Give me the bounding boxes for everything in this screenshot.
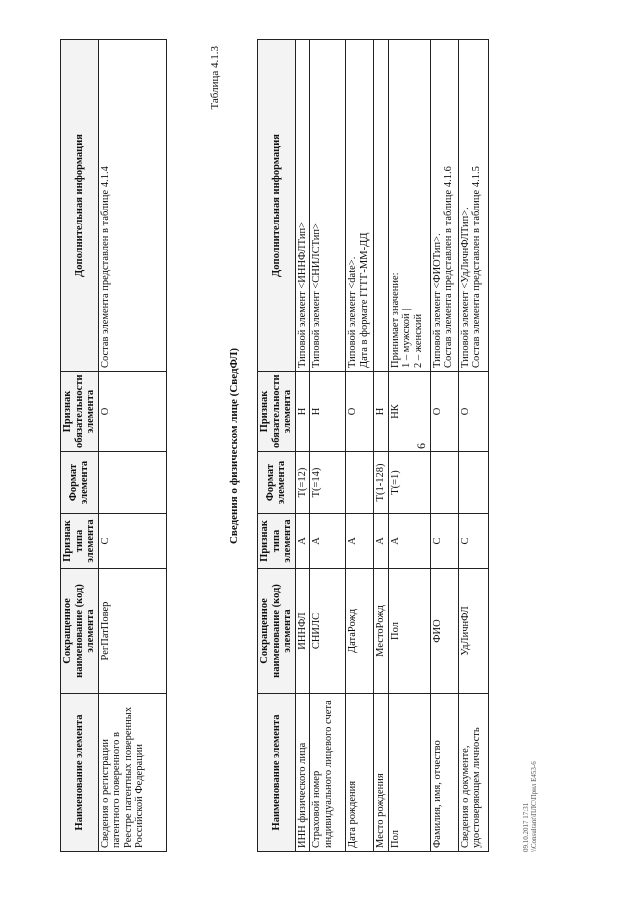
- cell-required: О: [430, 372, 458, 452]
- cell-name: Сведения о регистрации патентного поверенного в Реестре патентных поверенных Российской Федерации: [98, 694, 166, 852]
- footer-stamp: [522, 761, 538, 852]
- cell-required: Н: [374, 372, 389, 452]
- cell-info: Типовой элемент <date>. Дата в формате ГГГГ-ММ-ДД: [346, 40, 374, 372]
- cell-info: Типовой элемент <ИННФЛТип>: [295, 40, 310, 372]
- table-title: Сведения о физическом лице (СведФЛ): [228, 347, 240, 545]
- table-row: [295, 40, 310, 852]
- cell-required: О: [346, 372, 374, 452]
- cell-code: СНИЛС: [310, 569, 346, 694]
- cell-info: Принимает значение: 1 – мужской | 2 – женский: [388, 40, 430, 372]
- footer-line: \\Consultant\ПЛС\Прил E453-6: [530, 761, 538, 852]
- cell-name: Страховой номер индивидуального лицевого счета: [310, 694, 346, 852]
- cell-code: ИННФЛ: [295, 569, 310, 694]
- table-row: [458, 40, 488, 852]
- cell-format: Т(1-128): [374, 452, 389, 514]
- cell-info: Типовой элемент <СНИЛСТип>: [310, 40, 346, 372]
- cell-info: Типовой элемент <ФИОТип>. Состав элемента представлен в таблице 4.1.6: [430, 40, 458, 372]
- table-row: [310, 40, 346, 852]
- table-header-row: [61, 40, 99, 852]
- cell-code: ДатаРожд: [346, 569, 374, 694]
- cell-name: Дата рождения: [346, 694, 374, 852]
- header-name: Наименование элемента: [258, 694, 296, 852]
- table-row: [430, 40, 458, 852]
- cell-type: А: [346, 514, 374, 569]
- cell-name: Сведения о документе, удостоверяющем личность: [458, 694, 488, 852]
- cell-type: А: [374, 514, 389, 569]
- header-required: Признак обязательности элемента: [61, 372, 99, 452]
- table-header-row: [258, 40, 296, 852]
- cell-format: [98, 452, 166, 514]
- cell-type: С: [430, 514, 458, 569]
- cell-name: Пол: [388, 694, 430, 852]
- cell-code: УдЛичнФЛ: [458, 569, 488, 694]
- cell-name: Место рождения: [374, 694, 389, 852]
- cell-format: Т(=14): [310, 452, 346, 514]
- cell-required: О: [98, 372, 166, 452]
- table-row: [374, 40, 389, 852]
- rotated-document-page: [52, 40, 552, 852]
- individual-info-table: [257, 39, 489, 852]
- cell-info: [374, 40, 389, 372]
- cell-code: ФИО: [430, 569, 458, 694]
- cell-name: ИНН физического лица: [295, 694, 310, 852]
- footer-line: 09.10.2017 17:31: [522, 802, 530, 852]
- cell-code: Пол: [388, 569, 430, 694]
- table-row: [98, 40, 166, 852]
- cell-required: Н: [310, 372, 346, 452]
- cell-info: Состав элемента представлен в таблице 4.1.4: [98, 40, 166, 372]
- header-type: Признак типа элемента: [61, 514, 99, 569]
- header-name: Наименование элемента: [61, 694, 99, 852]
- cell-format: Т(=12): [295, 452, 310, 514]
- cell-type: А: [310, 514, 346, 569]
- cell-type: С: [98, 514, 166, 569]
- cell-format: Т(=1): [388, 452, 430, 514]
- cell-required: Н: [295, 372, 310, 452]
- cell-info: Типовой элемент <УдЛичнФЛТип>. Состав элемента представлен в таблице 4.1.5: [458, 40, 488, 372]
- header-format: Формат элемента: [258, 452, 296, 514]
- cell-format: [346, 452, 374, 514]
- header-format: Формат элемента: [61, 452, 99, 514]
- cell-code: МестоРожд: [374, 569, 389, 694]
- cell-required: НК: [388, 372, 430, 452]
- header-info: Дополнительная информация: [61, 40, 99, 372]
- cell-format: [430, 452, 458, 514]
- continued-table: [60, 39, 167, 852]
- cell-type: С: [458, 514, 488, 569]
- header-info: Дополнительная информация: [258, 40, 296, 372]
- cell-type: А: [295, 514, 310, 569]
- table-row: [346, 40, 374, 852]
- cell-type: А: [388, 514, 430, 569]
- header-code: Сокращенное наименование (код) элемента: [258, 569, 296, 694]
- cell-name: Фамилия, имя, отчество: [430, 694, 458, 852]
- cell-required: О: [458, 372, 488, 452]
- header-required: Признак обязательности элемента: [258, 372, 296, 452]
- cell-code: РегПатПовер: [98, 569, 166, 694]
- header-type: Признак типа элемента: [258, 514, 296, 569]
- table-number: Таблица 4.1.3: [209, 46, 221, 110]
- header-code: Сокращенное наименование (код) элемента: [61, 569, 99, 694]
- cell-format: [458, 452, 488, 514]
- table-row: [388, 40, 430, 852]
- page-number: 6: [414, 443, 428, 449]
